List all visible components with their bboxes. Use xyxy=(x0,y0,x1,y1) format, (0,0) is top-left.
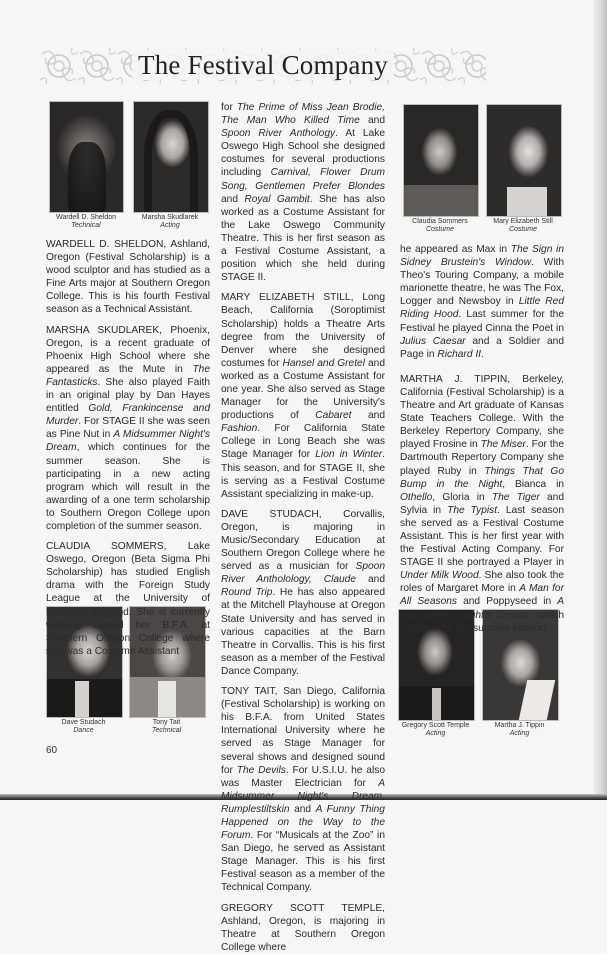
bio-title: Under Milk Wood xyxy=(400,570,479,582)
bio-text: DAVE STUDACH, Corvallis, Oregon, is majoring in Music/Secondary Education at Southern Oregon College where he served as a musician for xyxy=(221,508,385,573)
bio-tony-tait xyxy=(221,685,385,895)
caption-name: Gregory Scott Temple xyxy=(401,722,470,729)
caption-name: Wardell D. Sheldon xyxy=(55,214,117,221)
caption-dave-studach xyxy=(37,719,130,735)
bio-title: Royal Gambit xyxy=(244,193,310,205)
bio-text: TONY TAIT, San Diego, California (Festival Scholarship) is working on his B.F.A. from United States International University where he served as Stage Manager for several shows and designed sound for xyxy=(221,686,385,776)
bio-title: Cabaret xyxy=(315,410,352,422)
caption-marsha-skudlarek xyxy=(124,214,216,230)
bio-text: , which continues for the summer season. She is participating in a new acting program which will result in the awarding of a one term scholarship to Southern Oregon College upon completion of the summer season. xyxy=(46,442,210,532)
bio-text: . For California State College in Long Beach she was Stage Manager for xyxy=(221,423,385,461)
bio-text: . For U.S.I.U. he also was Master Electrician for xyxy=(221,764,385,789)
bio-text: , Bianca in xyxy=(502,478,564,490)
caption-role: Costume xyxy=(425,226,454,233)
bio-text: . With Theo's Touring Company, a mobile marionette theatre, he was The Fox, Logger and Newsboy in xyxy=(400,257,564,308)
bio-text: and Poppyseed in xyxy=(457,596,558,608)
bio-title: Julius Caesar xyxy=(400,335,466,347)
bio-text: . She also took the roles of Margaret More in xyxy=(400,570,564,595)
bio-text: for xyxy=(221,102,237,113)
bio-dave-studach xyxy=(221,508,385,678)
text-column-left xyxy=(46,238,210,658)
bio-title: A Man for All Seasons xyxy=(400,583,564,608)
bio-text: and xyxy=(356,574,385,586)
bio-martha-j-tippin xyxy=(400,373,564,635)
bio-title: Gold, Frankincense and Murder xyxy=(46,403,210,428)
bio-text: . This season, and for STAGE II, she is serving as a Festival Costume Assistant specializing in make-up. xyxy=(221,449,385,500)
caption-role: Dance xyxy=(73,727,94,734)
bio-title: Things That Go Bump in the Night xyxy=(400,465,564,490)
bio-title: Othello xyxy=(400,491,433,503)
photo-wardell-sheldon xyxy=(49,101,124,213)
bio-title: Round Trip xyxy=(221,587,273,599)
bio-text: . xyxy=(481,348,484,360)
caption-name: Dave Studach xyxy=(61,719,106,726)
bio-title: The Typist xyxy=(447,504,498,516)
caption-name: Marsha Skudlarek xyxy=(141,214,199,221)
bio-text: and xyxy=(351,410,386,422)
caption-role: Technical xyxy=(151,727,182,734)
bio-title: A Funny Thing Happened on the Way to the Forum xyxy=(221,803,385,842)
bio-title: Fashion xyxy=(221,423,258,435)
bio-title: The Devils xyxy=(236,764,286,776)
bio-text: he appeared as Max in xyxy=(400,244,511,255)
caption-name: Mary Elizabeth Still xyxy=(493,218,553,225)
bio-title: Lion in Winter xyxy=(315,449,383,461)
bio-mary-elizabeth-still xyxy=(221,291,385,501)
caption-role: Acting xyxy=(425,730,446,737)
bio-title: The Sign in Sidney Brustein's Window xyxy=(400,244,564,269)
caption-gregory-scott-temple xyxy=(389,722,482,738)
bio-text: . At Lake Oswego High School she designed costumes for several productions including xyxy=(221,128,385,179)
bio-text: GREGORY SCOTT TEMPLE, Ashland, Oregon, is majoring in Theatre at Southern Oregon College where xyxy=(221,902,385,953)
bio-text: . Last season she served as a Festival Costume Assistant. This is her first year with the Festival Acting Company. For STAGE II she portrayed a Player in xyxy=(400,504,564,569)
bio-text: . She also played Faith in an original play by Dan Hayes entitled xyxy=(46,376,210,415)
bio-title: Hansel and Gretel xyxy=(282,357,365,369)
caption-role: Acting xyxy=(160,222,180,229)
bio-claudia-sommers-start xyxy=(46,540,210,658)
page-number: 60 xyxy=(46,745,58,756)
bio-text: MARY ELIZABETH STILL, Long Beach, California (Soroptimist Scholarship) holds a Theatre Arts degree from the University of Denver where she designed costumes for xyxy=(221,292,385,369)
caption-role: Technical xyxy=(71,222,101,229)
text-column-right xyxy=(400,243,564,642)
bio-title: Richard II xyxy=(437,348,481,360)
bio-title: The Prime of Miss Jean Brodie, The Man Who Killed Time xyxy=(221,102,385,127)
bio-title: The Miser xyxy=(480,439,526,451)
caption-name: Martha J. Tippin xyxy=(494,722,545,729)
bio-text: . For the Dartmouth Repertory Company she played Ruby in xyxy=(400,439,565,477)
bio-wardell-sheldon xyxy=(46,238,210,317)
photo-mary-elizabeth-still xyxy=(486,104,562,217)
bio-text: MARTHA J. TIPPIN, Berkeley, California (Festival Scholarship) is a Theatre and Art graduate of Kansas State Teachers College. With the Berkeley Repertory Company, she played Frosine in xyxy=(400,373,564,451)
page-edge-shadow xyxy=(593,0,607,800)
caption-martha-j-tippin xyxy=(473,722,566,738)
photo-marsha-skudlarek xyxy=(133,101,209,213)
bio-title: A Midsummer Night's Dream, Rumplestiltskin xyxy=(221,777,385,815)
bio-text: . She has also worked as a Costume Assistant for the Lake Oswego Community Theatre. This is her first season as a Festival Costume Assistant, a position which she held during STAGE II. xyxy=(221,193,385,284)
page-title-text: The Festival Company xyxy=(132,50,394,80)
bio-text: and xyxy=(359,115,386,127)
bio-text: and a Soldier and Page in xyxy=(400,335,564,360)
caption-claudia-sommers xyxy=(394,218,486,234)
bio-title: The Fantasticks xyxy=(46,363,210,388)
bio-text: WARDELL D. SHELDON, Ashland, Oregon (Festival Scholarship) is a wood sculptor and has studied as a Fine Arts major at Southern Oregon College. This is his fourth Festival season as a Technical Assistant. xyxy=(46,239,210,316)
bio-title: A Midsummer Night's Dream xyxy=(46,429,210,454)
bio-text: MARSHA SKUDLAREK, Phoenix, Oregon, is a recent graduate of Phoenix High School where she appeared as the Mute in xyxy=(46,324,210,375)
caption-tony-tait xyxy=(120,719,213,735)
bio-title: Carnival, Flower Drum Song, Gentlemen Prefer Blondes xyxy=(221,167,386,192)
bio-marsha-skudlarek xyxy=(46,324,210,534)
bio-text: and xyxy=(289,803,316,815)
bio-title: Spoon River Antholology, Claude xyxy=(221,561,385,586)
bio-title: A Midsummer Night's Dream xyxy=(400,596,564,621)
caption-role: Acting xyxy=(509,730,530,737)
bio-title: Spoon River Anthology xyxy=(221,128,336,140)
bio-gregory-scott-temple-start xyxy=(221,902,385,954)
bio-text: and xyxy=(221,193,245,205)
bio-text: and Sylvia in xyxy=(400,491,564,516)
text-column-middle xyxy=(221,101,385,954)
caption-mary-elizabeth-still xyxy=(477,218,569,234)
caption-role: Costume xyxy=(508,226,537,233)
bio-gregory-scott-temple-cont xyxy=(400,243,564,361)
caption-name: Tony Tait xyxy=(152,719,181,726)
bio-claudia-sommers-cont xyxy=(221,101,385,284)
bio-text: . For “Musicals at the Zoo” in San Diego, he served as Assistant Stage Manager. This is his first Festival season as a member of the Technical Company. xyxy=(221,830,385,894)
ornamental-banner xyxy=(40,46,486,86)
page-title xyxy=(40,50,486,81)
photo-claudia-sommers xyxy=(403,104,479,217)
bio-title: The Tiger xyxy=(491,491,540,503)
bio-text: , which continue for the summer season. xyxy=(400,609,564,634)
caption-name: Claudia Sommers xyxy=(412,218,468,225)
bio-text: , Gloria in xyxy=(432,491,492,503)
bio-text: . He has also appeared at the Mitchell Playhouse at Oregon State University and has served in various capacities at the Barn Theatre in Corvallis. This is his first season as a member of the Festival Dance Company. xyxy=(221,587,386,677)
bio-text: CLAUDIA SOMMERS, Lake Oswego, Oregon (Beta Sigma Phi Scholarship) has studied English drama with the Foreign Study League at the University of Reading, England. She is currently working toward her B.F.A. at Southern Oregon College where she was a Costume Assistant xyxy=(46,541,210,657)
caption-wardell-sheldon xyxy=(40,214,132,230)
bio-text: and worked as a Costume Assistant for one year. She also served as Stage Manager for the University's productions of xyxy=(221,357,385,422)
bio-text: . For STAGE II she was seen as Pine Nut in xyxy=(46,416,210,441)
bio-text: . Last summer for the Festival he played Cinna the Poet in xyxy=(400,309,564,334)
bio-title: Little Red Riding Hood xyxy=(400,296,564,321)
